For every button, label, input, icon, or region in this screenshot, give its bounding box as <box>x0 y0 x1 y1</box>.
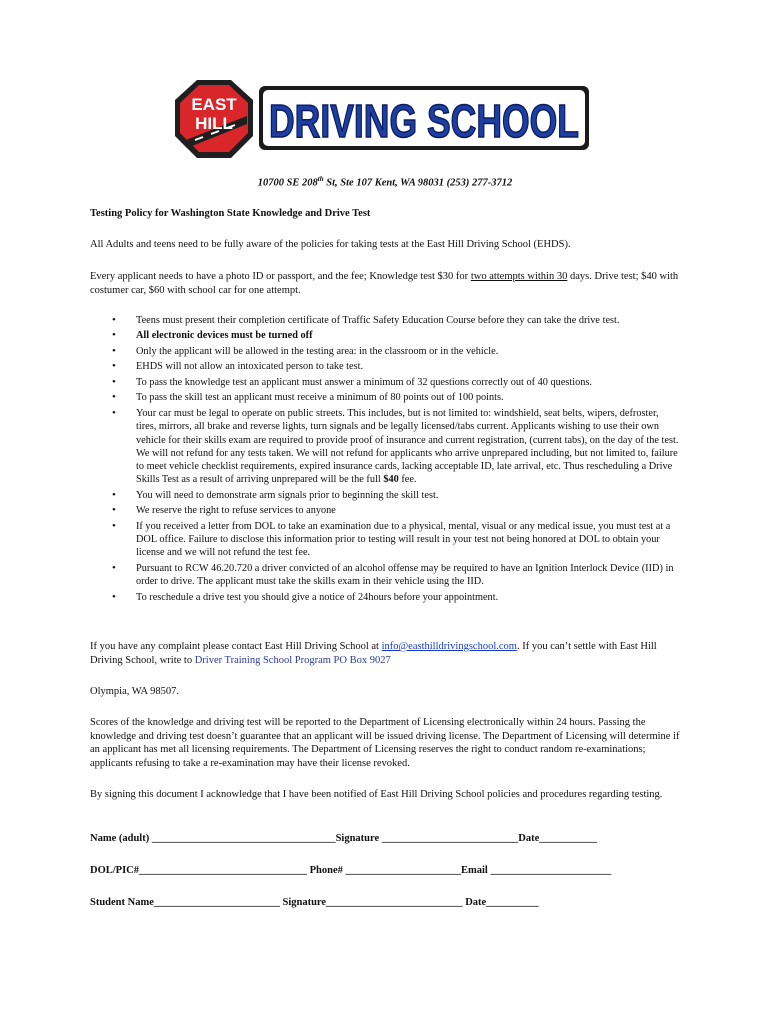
adult-signature-line[interactable]: Name (adult) ___________________________________Signature __________________________Date___________ <box>90 833 598 844</box>
rule-item <box>90 504 680 517</box>
bullet-icon: • <box>112 590 116 603</box>
bullet-icon: • <box>112 504 116 517</box>
fee-paragraph <box>90 270 690 297</box>
rule-fee-amount: $40 <box>383 474 399 486</box>
bullet-icon: • <box>112 391 116 404</box>
logo-sign-top: EAST <box>191 95 237 114</box>
scores-paragraph: Scores of the knowledge and driving test will be reported to the Department of Licensing electronically within 24 hours. Passing the knowledge and driving test doesn’t guarantee that an applicant will be issued driving license. The Department of Licensing will determine if an applicant has met all licensing requirements. The Department of Licensing reserves the right to conduct random re-examinations; applicants refusing to take a re-examination may have their license revoked. <box>90 717 680 769</box>
rule-text: EHDS will not allow an intoxicated person to take test. <box>136 361 364 373</box>
contact-email-link[interactable]: info@easthilldrivingschool.com <box>381 641 517 652</box>
driving-school-logo <box>173 76 593 162</box>
rule-text: Only the applicant will be allowed in the testing area: in the classroom or in the vehicle. <box>136 345 499 357</box>
bullet-icon: • <box>112 488 116 501</box>
school-address <box>0 175 770 189</box>
rule-text: You will need to demonstrate arm signals prior to beginning the skill test. <box>136 489 439 501</box>
dol-phone-email-line[interactable]: DOL/PIC#________________________________ Phone# ______________________Email _______________________ <box>90 865 612 876</box>
rule-item <box>90 376 680 389</box>
intro-paragraph: All Adults and teens need to be fully aware of the policies for taking tests at the East Hill Driving School (EHDS). <box>90 239 571 250</box>
complaint-text-start: If you have any complaint please contact East Hill Driving School at <box>90 641 382 652</box>
bullet-icon: • <box>112 375 116 388</box>
address-ordinal: th <box>317 175 324 183</box>
acknowledge-paragraph: By signing this document I acknowledge that I have been notified of East Hill Driving School policies and procedures regarding testing. <box>90 789 663 800</box>
rule-text-tail: fee. <box>398 474 417 486</box>
rule-text: Pursuant to RCW 46.20.720 a driver convicted of an alcohol offense may be required to have an Ignition Interlock Device (IID) in order to drive. The applicant must take the skills exam in their vehicle using the IID. <box>136 562 674 588</box>
rule-item <box>90 520 680 560</box>
policy-heading: Testing Policy for Washington State Knowledge and Drive Test <box>90 208 371 219</box>
rule-item <box>90 329 680 342</box>
address-street: 10700 SE 208 <box>257 177 318 189</box>
rule-text: All electronic devices must be turned off <box>136 330 313 342</box>
policy-rules-list <box>90 314 680 606</box>
bullet-icon: • <box>112 329 116 342</box>
rule-text: To reschedule a drive test you should give a notice of 24hours before your appointment. <box>136 591 499 603</box>
logo-sign-bottom: HILL <box>195 114 233 133</box>
rule-item <box>90 345 680 358</box>
rule-text: To pass the knowledge test an applicant must answer a minimum of 32 questions correctly out of 40 questions. <box>136 376 592 388</box>
olympia-line: Olympia, WA 98507. <box>90 686 180 697</box>
rule-text: Teens must present their completion certificate of Traffic Safety Education Course before they can take the drive test. <box>136 315 620 326</box>
rule-text: Your car must be legal to operate on public streets. This includes, but is not limited to: windshield, seat belts, wipers, defroster, tires, mirrors, all brake and reverse lights, turn signals and be legally licensed/tabs current. Applicants wishing to use their own vehicle for their skills exam are required to provide proof of insurance and current registration, (current tabs), on the day of the test. We will not refund for any tests taken. We will not refund for applicants who arrive unprepared including, but not limited to, failure to meet vehicle checklist requirements, expired insurance cards, lacking acceptable ID, late arrival, etc. Thus rescheduling a Drive Skills Test as a result of arriving unprepared will be the full <box>136 407 679 486</box>
bullet-icon: • <box>112 314 116 326</box>
rule-item <box>90 314 680 327</box>
logo-wordmark: DRIVING SCHOOL <box>269 95 579 147</box>
complaint-paragraph <box>90 640 690 667</box>
bullet-icon: • <box>112 561 116 574</box>
address-rest: St, Ste 107 Kent, WA 98031 (253) 277-3712 <box>323 177 513 189</box>
rule-text: To pass the skill test an applicant must receive a minimum of 80 points out of 100 points. <box>136 392 504 404</box>
fee-text-underlined: two attempts within 30 <box>470 271 568 282</box>
rule-item <box>90 591 680 604</box>
rule-text: We reserve the right to refuse services to anyone <box>136 505 336 517</box>
fee-text-end: days. Drive test; $40 with costumer car, $60 with school car for one attempt. <box>90 271 679 296</box>
rule-text: If you received a letter from DOL to take an examination due to a physical, mental, visual or any medical issue, you must test at a DOL office. Failure to disclose this information prior to testing will result in your test not being honored at DOL to obtain your license and we will not refund the test fee. <box>136 520 671 559</box>
bullet-icon: • <box>112 519 116 532</box>
fee-text-start: Every applicant needs to have a photo ID or passport, and the fee; Knowledge test $30 for <box>90 271 471 282</box>
rule-item <box>90 562 680 589</box>
rule-item <box>90 489 680 502</box>
bullet-icon: • <box>112 406 116 419</box>
rule-item <box>90 360 680 373</box>
rule-item <box>90 407 680 487</box>
bullet-icon: • <box>112 360 116 373</box>
program-address: Driver Training School Program PO Box 9027 <box>194 654 391 666</box>
complaint-text-middle: . If you can’t settle with East Hill Driving School, write to <box>90 641 657 666</box>
student-signature-line[interactable]: Student Name________________________ Signature__________________________ Date__________ <box>90 897 539 908</box>
rule-item <box>90 391 680 404</box>
bullet-icon: • <box>112 344 116 357</box>
